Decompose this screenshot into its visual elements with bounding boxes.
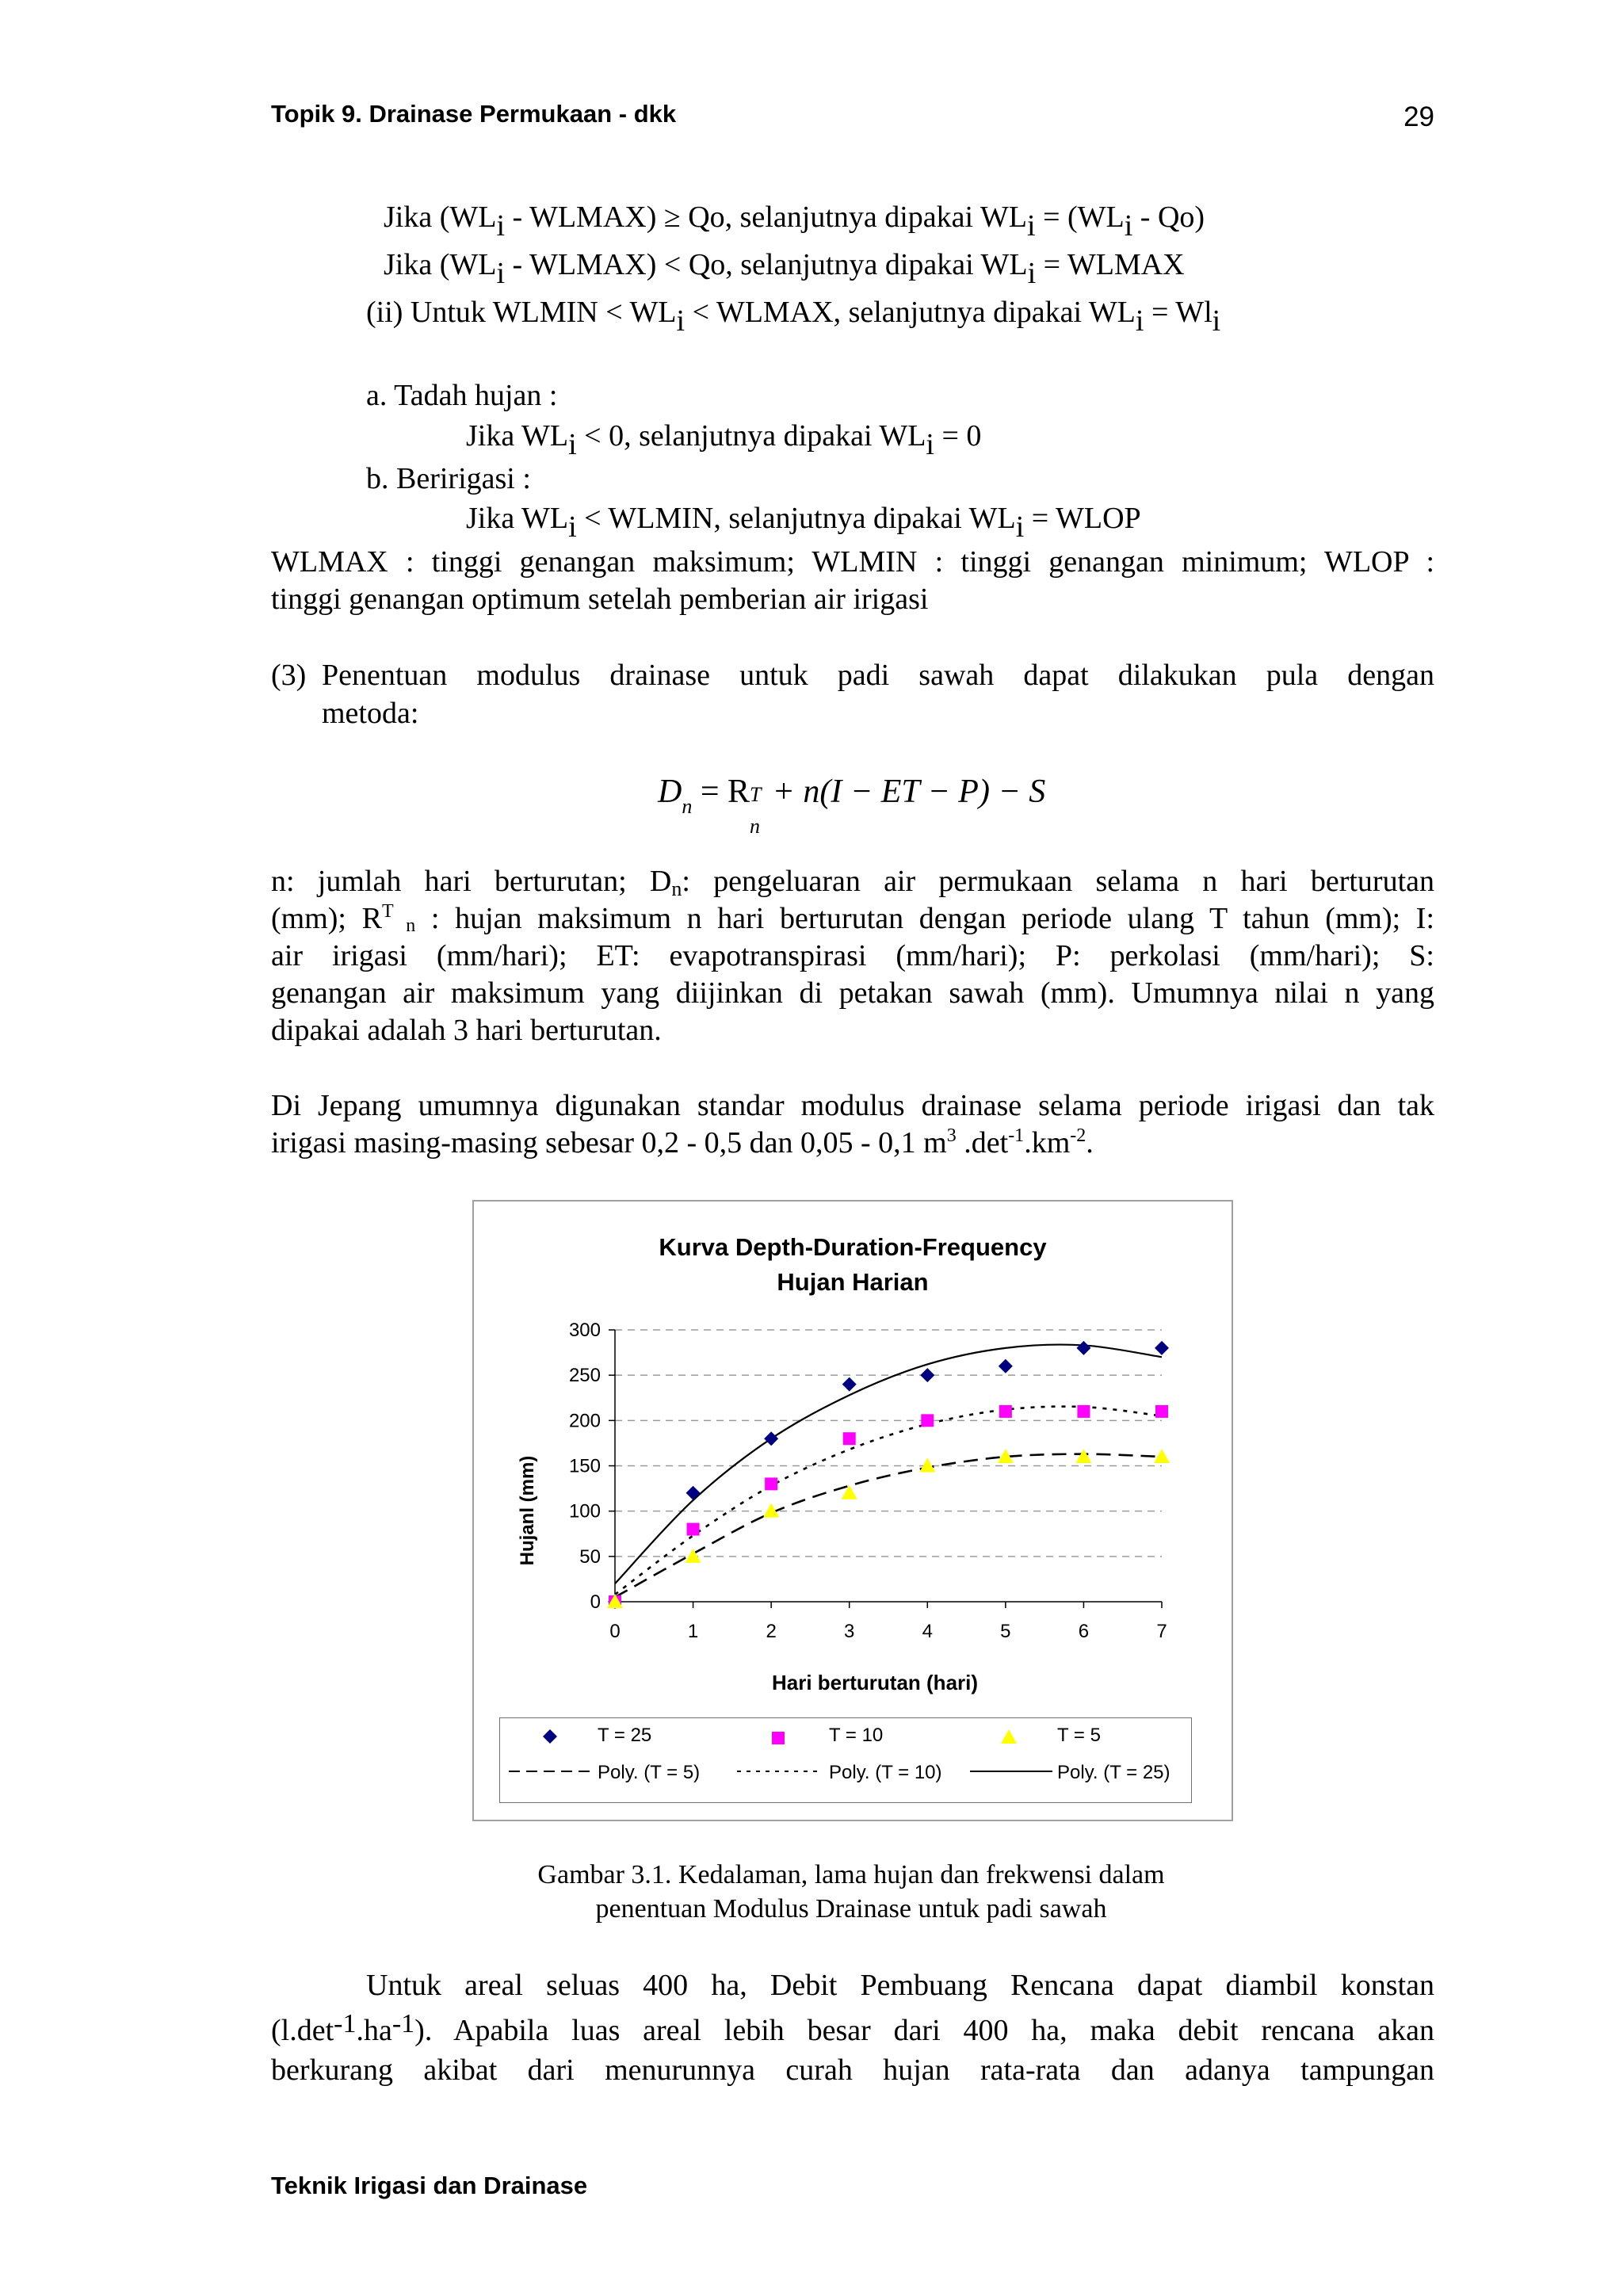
trendline-poly-t-25-	[615, 1345, 1162, 1584]
point-t25	[764, 1431, 778, 1446]
point-t10	[765, 1477, 777, 1490]
figure-caption-line-1: Gambar 3.1. Kedalaman, lama hujan dan frekwensi dalam	[537, 1860, 1165, 1889]
legend-t25: T = 25	[598, 1725, 652, 1746]
x-tick-label: 6	[1078, 1621, 1090, 1642]
legend-marker-t5	[1000, 1729, 1018, 1744]
chart-title: Kurva Depth-Duration-Frequency	[659, 1233, 1047, 1261]
closing-line-1: Untuk areal seluas 400 ha, Debit Pembuang Rencana dapat diambil konstan	[366, 1969, 1434, 2002]
definition-line-1: WLMAX : tinggi genangan maksimum; WLMIN : tinggi genangan minimum; WLOP :	[271, 545, 1434, 579]
item-3-line-2: metoda:	[322, 697, 419, 730]
point-t5	[919, 1458, 935, 1473]
x-tick-label: 5	[1000, 1621, 1011, 1642]
point-t25	[842, 1377, 857, 1392]
rainfed-condition: Jika WLi < 0, selanjutnya dipakai WLi = 0	[466, 419, 982, 461]
point-t10	[687, 1523, 700, 1536]
legend-t5: T = 5	[1057, 1725, 1101, 1746]
drainage-modulus-equation: $D_n = R$ T n + n(I − ET − P) − S	[658, 774, 1046, 838]
condition-line-2: Jika (WLi - WLMAX) < Qo, selanjutnya dipakai WLi = WLMAX	[384, 248, 1185, 290]
legend-poly-t25: Poly. (T = 25)	[1057, 1762, 1170, 1783]
closing-line-2: (l.det-1.ha-1). Apabila luas areal lebih besar dari 400 ha, maka debit rencana akan	[271, 2009, 1434, 2047]
legend-marker-t10	[770, 1730, 786, 1746]
point-t10	[999, 1405, 1012, 1418]
point-t25	[1155, 1341, 1169, 1355]
y-tick-label: 100	[568, 1500, 601, 1522]
legend-line-poly-t5	[507, 1767, 594, 1775]
variables-line-1: n: jumlah hari berturutan; Dn: pengeluaran air permukaan selama n hari berturutan	[271, 865, 1434, 900]
y-tick-label: 250	[568, 1365, 601, 1387]
condition-line-3: (ii) Untuk WLMIN < WLi < WLMAX, selanjutnya dipakai WLi = Wli	[366, 296, 1221, 338]
irrigated-label: b. Beririgasi :	[366, 462, 531, 495]
legend-line-poly-t10	[735, 1767, 824, 1775]
y-axis-label: Hujanl (mm)	[517, 1455, 538, 1566]
point-t25	[1076, 1341, 1090, 1355]
variables-line-4: genangan air maksimum yang diijinkan di petakan sawah (mm). Umumnya nilai n yang	[271, 976, 1434, 1010]
point-t5	[1075, 1449, 1091, 1463]
y-tick-label: 300	[568, 1320, 601, 1341]
figure-caption-line-2: penentuan Modulus Drainase untuk padi sawah	[595, 1894, 1107, 1924]
y-tick-label: 0	[590, 1591, 601, 1613]
page-number: 29	[1403, 101, 1434, 132]
x-tick-label: 4	[922, 1621, 933, 1642]
japan-line-1: Di Jepang umumnya digunakan standar modulus drainase selama periode irigasi dan tak	[271, 1089, 1434, 1122]
irrigated-condition: Jika WLi < WLMIN, selanjutnya dipakai WLi = WLOP	[466, 502, 1141, 544]
running-footer: Teknik Irigasi dan Drainase	[271, 2172, 588, 2199]
point-t5	[1154, 1449, 1170, 1463]
closing-line-3: berkurang akibat dari menurunnya curah hujan rata-rata dan adanya tampungan	[271, 2053, 1434, 2087]
legend-line-poly-t25	[968, 1767, 1054, 1775]
x-axis-label: Hari berturutan (hari)	[772, 1671, 979, 1694]
y-tick-label: 200	[568, 1410, 601, 1432]
condition-line-1: Jika (WLi - WLMAX) ≥ Qo, selanjutnya dipakai WLi = (WLi - Qo)	[384, 201, 1205, 243]
point-t25	[686, 1486, 701, 1500]
y-tick-label: 150	[568, 1455, 601, 1477]
point-t10	[921, 1414, 934, 1427]
rainfed-label: a. Tadah hujan :	[366, 379, 558, 412]
japan-line-2: irigasi masing-masing sebesar 0,2 - 0,5 dan 0,05 - 0,1 $m^3$ $.\det^{-1}.km^{-2}$.	[271, 1125, 1094, 1159]
trendline-poly-t-10-	[615, 1407, 1162, 1595]
point-t10	[1077, 1405, 1090, 1418]
point-t25	[999, 1359, 1013, 1373]
x-tick-label: 2	[766, 1621, 777, 1642]
x-tick-label: 3	[844, 1621, 855, 1642]
variables-line-2: (mm); $R^T$ n : hujan maksimum n hari berturutan dengan periode ulang T tahun (mm); I:	[271, 901, 1434, 936]
point-t10	[1155, 1405, 1168, 1418]
x-tick-label: 0	[609, 1621, 621, 1642]
legend-t10: T = 10	[829, 1725, 884, 1746]
variables-line-5: dipakai adalah 3 hari berturutan.	[271, 1014, 662, 1047]
x-tick-label: 1	[687, 1621, 699, 1642]
y-tick-label: 50	[579, 1545, 601, 1568]
item-3-label: (3)	[271, 659, 307, 692]
point-t25	[920, 1368, 934, 1382]
x-tick-label: 7	[1156, 1621, 1167, 1642]
variables-line-3: air irigasi (mm/hari); ET: evapotranspirasi (mm/hari); P: perkolasi (mm/hari); S:	[271, 939, 1434, 972]
running-header: Topik 9. Drainase Permukaan - dkk	[271, 100, 677, 128]
legend-marker-t25	[542, 1729, 558, 1744]
item-3-line-1: Penentuan modulus drainase untuk padi sawah dapat dilakukan pula dengan	[322, 659, 1434, 692]
legend-poly-t5: Poly. (T = 5)	[598, 1762, 701, 1783]
point-t10	[843, 1432, 856, 1445]
legend-poly-t10: Poly. (T = 10)	[829, 1762, 942, 1783]
chart-subtitle: Hujan Harian	[777, 1268, 929, 1296]
definition-line-2: tinggi genangan optimum setelah pemberian air irigasi	[271, 583, 929, 616]
